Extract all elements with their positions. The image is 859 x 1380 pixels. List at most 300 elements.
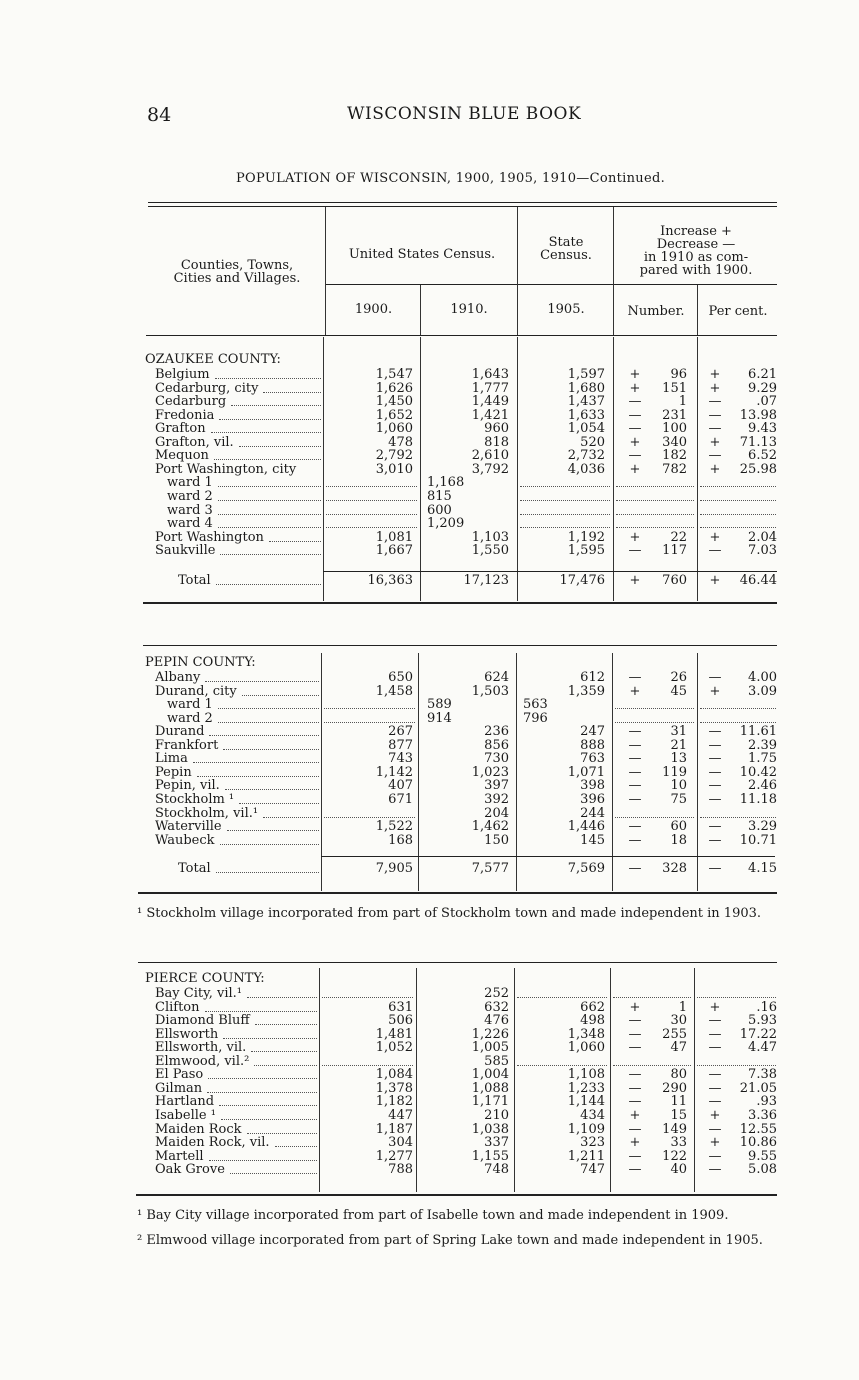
change-sign: — [628,737,642,753]
change-percent: 3.36 [748,1107,777,1123]
change-number: 782 [662,461,687,477]
change-number: 119 [662,764,687,780]
change-percent: 4.15 [748,861,777,876]
table-row [0,779,859,793]
change-number: 60 [670,819,687,835]
table-row [0,463,859,477]
change-percent: 17.22 [739,1026,777,1042]
state-census-header-1: State [548,235,584,250]
value-1900: 1,052 [375,1040,413,1056]
place-name: ward 3 [167,502,213,518]
place-name: Waterville [155,819,222,835]
value-1910: 1,005 [471,1040,509,1056]
pierce-footnote-1: ¹ Bay City village incorporated from part of Isabelle town and made independent in 1909. [137,1208,729,1223]
change-number: 31 [670,724,687,740]
ward-value-1910: 1,168 [427,475,465,491]
place-name: El Paso [155,1067,204,1083]
table-row [0,1163,859,1177]
value-1900: 1,142 [375,764,413,780]
value-1900: 1,378 [375,1080,413,1096]
change-number: 40 [670,1162,687,1178]
value-1900: 16,363 [367,573,413,588]
change-sign: — [628,861,642,876]
ward-value-1910: 589 [427,697,452,713]
value-1910: 392 [484,791,509,807]
change-sign: — [628,724,642,740]
dot-leader [517,1065,607,1066]
change-number: 75 [670,791,687,807]
change-percent: 9.43 [748,421,777,437]
percent-sign: — [708,1094,722,1110]
place-name: Cedarburg [155,394,227,410]
value-1910: 1,550 [471,543,509,559]
dot-leader [700,817,776,818]
dot-leader [247,997,317,998]
change-percent: 11.61 [739,724,777,740]
ward-value-1905: 563 [523,697,548,713]
value-1900: 1,522 [375,819,413,835]
change-percent: 12.55 [739,1121,777,1137]
percent-sign: + [709,1107,721,1123]
value-1910: 236 [484,724,509,740]
table-title: POPULATION OF WISCONSIN, 1900, 1905, 1910—Continued. [236,171,666,186]
change-number: 33 [670,1135,687,1151]
dot-leader [218,514,321,515]
table-row [0,1095,859,1109]
change-sign: — [628,1094,642,1110]
value-1900: 1,187 [375,1121,413,1137]
change-number: 80 [670,1067,687,1083]
place-name: Mequon [155,448,209,464]
table-row [0,1082,859,1096]
value-1910: 7,577 [471,861,509,876]
change-sign: + [629,380,641,396]
dot-leader [223,1038,317,1039]
place-name: Maiden Rock, vil. [155,1135,270,1151]
table-row [0,820,859,834]
change-number: 15 [670,1107,687,1123]
dot-leader [326,527,417,528]
place-name: Saukville [155,543,216,559]
value-1905: 17,476 [559,573,605,588]
change-number: 22 [670,529,687,545]
value-1910: 3,792 [471,461,509,477]
dot-leader [230,1173,317,1174]
place-name: ward 2 [167,710,213,726]
change-header-4: pared with 1900. [639,263,753,278]
dot-leader [221,1119,317,1120]
percent-sign: — [708,791,722,807]
percent-sign: + [709,529,721,545]
dot-leader [209,735,319,736]
change-percent: 13.98 [739,407,777,423]
change-sign: — [628,543,642,559]
table-row [0,698,859,712]
value-1910: 1,088 [471,1080,509,1096]
change-header-3: in 1910 as com- [643,250,749,265]
value-1910: 1,004 [471,1067,509,1083]
change-number: 13 [670,751,687,767]
change-percent: 4.47 [748,1040,777,1056]
percent-sign: — [708,1013,722,1029]
value-1910: 1,038 [471,1121,509,1137]
value-1910: 1,777 [471,380,509,396]
ozaukee-total-rule [323,571,777,572]
ward-value-1910: 815 [427,488,452,504]
value-1910: 1,421 [471,407,509,423]
percent-sign: — [708,1040,722,1056]
dot-leader [700,708,776,709]
dot-leader [239,803,319,804]
value-1900: 1,652 [375,407,413,423]
county-row [0,353,859,367]
value-1905: 434 [580,1107,605,1123]
change-sign: — [628,448,642,464]
place-name: Isabelle ¹ [155,1107,216,1123]
header-top-rule-2 [148,206,777,207]
change-sign: + [629,1107,641,1123]
ward-value-1905: 796 [523,710,548,726]
dot-leader [218,708,319,709]
change-percent: 10.42 [739,764,777,780]
pepin-total-rule [321,856,775,857]
value-1905: 1,192 [567,529,605,545]
value-1900: 1,277 [375,1148,413,1164]
year-1900-header: 1900. [354,302,393,317]
value-1910: 1,103 [471,529,509,545]
table-row [0,1123,859,1137]
change-sign: — [628,764,642,780]
change-number: 182 [662,448,687,464]
change-sign: + [629,529,641,545]
change-percent: 21.05 [739,1080,777,1096]
change-number: 47 [670,1040,687,1056]
value-1910: 748 [484,1162,509,1178]
dot-leader [205,1011,318,1012]
dot-leader [263,817,319,818]
percent-sign: + [709,461,721,477]
dot-leader [520,486,610,487]
percent-sign: — [708,724,722,740]
dot-leader [700,514,776,515]
ward-value-1910: 600 [427,502,452,518]
value-1905: 1,446 [567,819,605,835]
name-column-header-2: Cities and Villages. [173,271,301,286]
change-percent: 46.44 [739,573,777,588]
value-1905: 244 [580,805,605,821]
value-1910: 624 [484,670,509,685]
value-1905: 4,036 [567,461,605,477]
pepin-end-rule [138,892,777,894]
place-name: Port Washington [155,529,264,545]
value-1910: 1,155 [471,1148,509,1164]
value-1910: 585 [484,1053,509,1069]
change-percent: 2.39 [748,737,777,753]
change-number: 100 [662,421,687,437]
place-name: Hartland [155,1094,215,1110]
percent-sign: — [708,1121,722,1137]
place-name: Belgium [155,367,210,382]
percent-sign: + [709,999,721,1015]
table-row [0,685,859,699]
table-row [0,1041,859,1055]
table-row [0,368,859,382]
value-1905: 1,595 [567,543,605,559]
value-1900: 1,547 [375,367,413,382]
change-sign: — [628,670,642,685]
place-name: Maiden Rock [155,1121,242,1137]
percent-sign: + [709,367,721,382]
change-percent: 9.29 [748,380,777,396]
change-number: 30 [670,1013,687,1029]
change-sign: — [628,1067,642,1083]
change-sign: — [628,1013,642,1029]
change-sign: — [628,819,642,835]
table-row [0,1109,859,1123]
percent-sign: — [708,1026,722,1042]
change-sign: — [628,778,642,794]
value-1905: 1,109 [567,1121,605,1137]
county-title: PEPIN COUNTY: [145,655,256,670]
dot-leader [616,527,694,528]
change-sign: + [629,999,641,1015]
change-percent: 25.98 [739,461,777,477]
ward-value-1910: 914 [427,710,452,726]
percent-sign: + [709,683,721,699]
table-row [0,671,859,685]
change-sign: — [628,1162,642,1178]
pierce-top-rule [138,962,777,963]
total-label: Total [178,573,211,588]
dot-leader [225,789,319,790]
dot-leader [227,830,319,831]
table-row [0,476,859,490]
change-sign: — [628,1040,642,1056]
value-1900: 267 [388,724,413,740]
place-name: Diamond Bluff [155,1013,250,1029]
place-name: Frankfort [155,737,219,753]
value-1910: 1,171 [471,1094,509,1110]
value-1900: 2,792 [375,448,413,464]
change-sign: — [628,1148,642,1164]
dot-leader [209,1160,317,1161]
value-1900: 304 [388,1135,413,1151]
value-1910: 252 [484,986,509,1001]
dot-leader [326,486,417,487]
change-number: 290 [662,1080,687,1096]
value-1905: 1,108 [567,1067,605,1083]
name-column-header-1: Counties, Towns, [180,258,294,273]
dot-leader [616,514,694,515]
change-percent: 9.55 [748,1148,777,1164]
percent-sign: — [708,670,722,685]
change-sign: — [628,1026,642,1042]
change-number: 231 [662,407,687,423]
dot-leader [211,432,321,433]
dot-leader [615,722,694,723]
value-1905: 1,054 [567,421,605,437]
table-row [0,1055,859,1069]
dot-leader [205,681,319,682]
header-divider [325,207,326,335]
dot-leader [275,1146,317,1147]
value-1900: 478 [388,434,413,450]
change-number: 340 [662,434,687,450]
value-1910: 2,610 [471,448,509,464]
value-1905: 520 [580,434,605,450]
county-row [0,972,859,986]
change-number: 96 [670,367,687,382]
dot-leader [700,527,776,528]
percent-sign: — [708,407,722,423]
dot-leader [697,1065,776,1066]
value-1910: 632 [484,999,509,1015]
table-row [0,739,859,753]
header-top-rule [148,202,777,203]
change-sign: — [628,421,642,437]
percent-sign: + [709,1135,721,1151]
value-1905: 1,144 [567,1094,605,1110]
place-name: Pepin [155,764,192,780]
table-row [0,544,859,558]
dot-leader [697,997,776,998]
table-row [0,1150,859,1164]
change-sign: — [628,751,642,767]
dot-leader [223,749,319,750]
value-1900: 1,481 [375,1026,413,1042]
pierce-footnote-2: ² Elmwood village incorporated from part of Spring Lake town and made independent in 1905. [137,1233,763,1248]
value-1900: 631 [388,999,413,1015]
place-name: Gilman [155,1080,203,1096]
change-percent: 5.08 [748,1162,777,1178]
dot-leader [615,708,694,709]
table-row [0,504,859,518]
dot-leader [219,419,321,420]
total-label: Total [178,861,211,876]
value-1905: 398 [580,778,605,794]
dot-leader [615,817,694,818]
value-1910: 210 [484,1107,509,1123]
change-percent: 5.93 [748,1013,777,1029]
value-1905: 396 [580,791,605,807]
value-1910: 337 [484,1135,509,1151]
header-mid-rule [326,284,777,285]
place-name: Waubeck [155,832,215,848]
place-name: Albany [155,670,201,685]
percent-sign: — [708,778,722,794]
dot-leader [220,844,319,845]
value-1910: 856 [484,737,509,753]
year-1905-header: 1905. [547,302,585,317]
percent-sign: + [709,573,721,588]
place-name: Stockholm, vil.¹ [155,805,259,821]
dot-leader [242,695,319,696]
total-row [0,862,859,876]
value-1910: 1,462 [471,819,509,835]
dot-leader [324,708,415,709]
dot-leader [216,872,319,873]
change-sign: + [629,367,641,382]
dot-leader [216,584,321,585]
table-row [0,1068,859,1082]
table-row [0,1014,859,1028]
dot-leader [324,722,415,723]
change-percent: 4.00 [748,670,777,685]
value-1900: 3,010 [375,461,413,477]
table-row [0,725,859,739]
place-name: Port Washington, city [155,461,297,477]
value-1910: 1,023 [471,764,509,780]
change-number: 149 [662,1121,687,1137]
change-number: 255 [662,1026,687,1042]
table-row [0,987,859,1001]
place-name: ward 1 [167,475,213,491]
change-percent: 2.04 [748,529,777,545]
dot-leader [517,997,607,998]
percent-sign: — [708,1162,722,1178]
value-1910: 730 [484,751,509,767]
value-1910: 476 [484,1013,509,1029]
value-1905: 612 [580,670,605,685]
change-sign: + [629,683,641,699]
year-1910-header: 1910. [450,302,488,317]
table-row [0,766,859,780]
change-sign: — [628,832,642,848]
header-divider [613,207,614,335]
dot-leader [263,392,321,393]
value-1910: 150 [484,832,509,848]
value-1900: 671 [388,791,413,807]
change-number: 18 [670,832,687,848]
value-1900: 7,905 [375,861,413,876]
percent-sign: + [709,380,721,396]
pepin-top-rule [143,645,777,646]
value-1905: 888 [580,737,605,753]
dot-leader [218,500,321,501]
change-number: 45 [670,683,687,699]
percent-sign: — [708,1080,722,1096]
value-1905: 763 [580,751,605,767]
place-name: Elmwood, vil.² [155,1053,250,1069]
place-name: Ellsworth, vil. [155,1040,247,1056]
county-title: PIERCE COUNTY: [145,971,265,986]
change-number: 21 [670,737,687,753]
place-name: Martell [155,1148,204,1164]
dot-leader [218,527,321,528]
dot-leader [231,405,321,406]
change-percent: .93 [756,1094,777,1110]
value-1910: 17,123 [463,573,509,588]
change-percent: 1.75 [748,751,777,767]
value-1905: 7,569 [567,861,605,876]
place-name: Lima [155,751,188,767]
value-1900: 1,182 [375,1094,413,1110]
change-header-1: Increase + [660,224,732,239]
dot-leader [520,514,610,515]
place-name: Durand, city [155,683,237,699]
table-row [0,807,859,821]
dot-leader [700,500,776,501]
ozaukee-end-rule [143,602,777,604]
change-percent: 6.52 [748,448,777,464]
value-1900: 877 [388,737,413,753]
value-1900: 506 [388,1013,413,1029]
dot-leader [326,514,417,515]
value-1900: 1,450 [375,394,413,410]
dot-leader [197,776,319,777]
dot-leader [255,1024,317,1025]
value-1905: 1,680 [567,380,605,396]
